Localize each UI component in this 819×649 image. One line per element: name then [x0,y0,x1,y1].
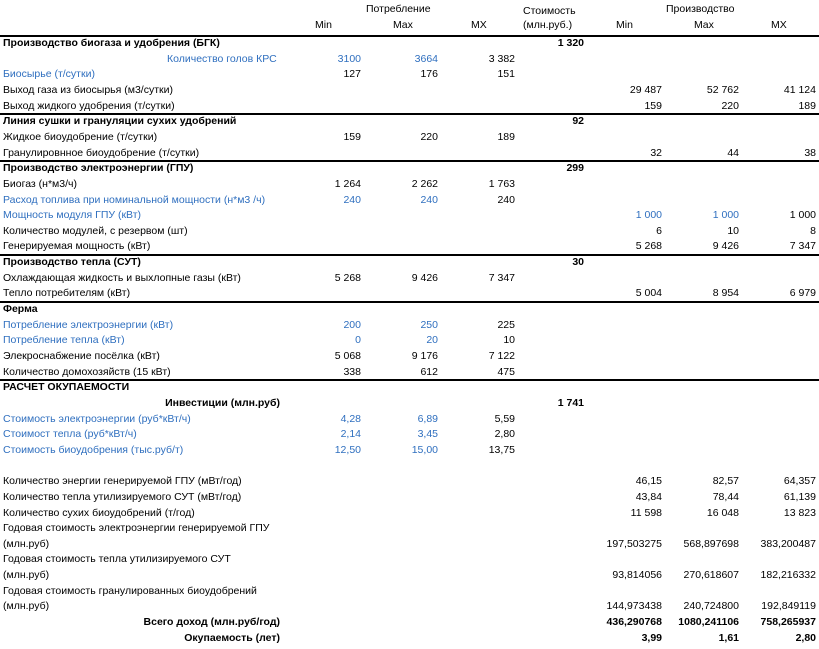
cell-consumption-min: 338 [343,365,361,378]
cell-consumption-min: 159 [343,130,361,143]
cell-production-max: 52 762 [706,83,739,96]
cell-production-min: 1 000 [635,209,662,222]
cell-production-mx: 61,139 [783,490,816,503]
cell-consumption-min: 0 [355,334,361,347]
cell-consumption-mx: 1 763 [488,177,515,190]
cell-consumption-mx: 225 [497,318,515,331]
cell-production-mx: 2,80 [795,631,816,644]
cell-cost: 30 [572,256,584,269]
cell-production-min: 159 [644,99,662,112]
table-row [0,615,819,631]
cell-consumption-max: 15,00 [411,443,438,456]
table-row [0,83,819,99]
row-label: Производство тепла (СУТ) [3,256,141,269]
row-label: Расход топлива при номинальной мощности (н*м3 /ч) [3,193,266,206]
row-label: Производство биогаза и удобрения (БГК) [3,37,220,49]
cell-consumption-max: 3,45 [417,428,438,441]
cell-consumption-min: 1 264 [334,177,361,190]
row-label: Производство электроэнергии (ГПУ) [3,162,194,175]
row-label: Гранулировнное биоудобрение (т/сутки) [3,146,200,159]
cell-production-max: 82,57 [712,475,739,488]
row-label: Ферма [3,303,38,316]
table-row [0,537,819,553]
cell-production-min: 32 [650,146,662,159]
cell-consumption-mx: 240 [497,193,515,206]
header-production-mx: MX [771,19,787,31]
table-row [0,584,819,600]
row-label: (млн.руб) [3,600,50,613]
row-label: Всего доход (млн.руб/год) [143,616,280,629]
cell-consumption-max: 240 [420,193,438,206]
row-label: Окупаемость (лет) [184,631,280,644]
row-label: Стоимост тепла (руб*кВт/ч) [3,428,137,441]
row-label: Жидкое биоудобрение (т/сутки) [3,130,158,143]
cell-production-mx: 7 347 [789,240,816,253]
cell-production-min: 436,290768 [606,616,662,629]
table-row [0,552,819,568]
table-row [0,365,819,381]
table-row [0,459,819,475]
row-label: Количество энергии генерируемой ГПУ (мВт/год) [3,475,242,488]
table-row [0,224,819,240]
table-row [0,52,819,68]
table-row [0,177,819,193]
row-label: Стоимость биоудобрения (тыс.руб/т) [3,443,184,456]
cell-production-min: 5 268 [635,240,662,253]
table-row [0,631,819,647]
cell-cost: 299 [566,162,584,175]
table-row [0,349,819,365]
cell-production-mx: 189 [798,99,816,112]
cell-production-max: 220 [721,99,739,112]
cell-consumption-max: 220 [420,130,438,143]
cell-production-max: 1,61 [718,631,739,644]
row-label: Выход газа из биосырья (м3/сутки) [3,83,173,96]
cell-production-min: 29 487 [629,83,662,96]
row-label: Годовая стоимость тепла утилизируемого СУТ [3,553,231,566]
cell-cost: 92 [572,115,584,128]
table-row [0,286,819,302]
cell-production-mx: 192,849119 [761,600,816,613]
row-label: Количество тепла утилизируемого СУТ (мВт/год) [3,490,242,503]
cell-production-max: 1080,241106 [678,616,739,629]
table-row [0,521,819,537]
section-header-row [0,161,819,177]
row-label: Выход жидкого удобрения (т/сутки) [3,99,175,112]
table-row [0,412,819,428]
row-label: Стоимость электроэнергии (руб*кВт/ч) [3,412,191,425]
cell-consumption-mx: 13,75 [488,443,515,456]
cell-consumption-mx: 5,59 [494,412,515,425]
cell-consumption-min: 5 268 [334,271,361,284]
row-label: Биосырье (т/сутки) [3,68,95,81]
cell-consumption-mx: 3 382 [488,52,515,65]
cell-production-mx: 6 979 [789,287,816,300]
header-production-max: Max [694,19,714,31]
cell-consumption-min: 5 068 [334,350,361,362]
row-label: Годовая стоимость электроэнергии генерируемой ГПУ [3,522,270,535]
cell-consumption-mx: 189 [497,130,515,143]
cell-cost: 1 320 [557,37,584,49]
table-row [0,193,819,209]
table-row [0,427,819,443]
table-row [0,99,819,115]
table-row [0,396,819,412]
cell-production-min: 3,99 [641,631,662,644]
section-header-row [0,36,819,52]
cell-consumption-max: 9 176 [411,350,438,362]
cell-consumption-min: 4,28 [340,412,361,425]
cell-production-mx: 182,216332 [760,569,816,582]
cell-consumption-min: 200 [343,318,361,331]
header-consumption-mx: MX [471,19,487,31]
cell-consumption-max: 612 [420,365,438,378]
row-label: Биогаз (н*м3/ч) [3,177,77,190]
cell-consumption-max: 9 426 [411,271,438,284]
cell-consumption-min: 3100 [337,52,361,65]
row-label: Инвестиции (млн.руб) [165,396,280,409]
row-label: Количество сухих биоудобрений (т/год) [3,506,195,519]
row-label: Количество голов КРС [167,52,277,65]
cell-consumption-min: 240 [343,193,361,206]
header-consumption: Потребление [366,3,431,15]
cell-production-mx: 8 [810,224,816,237]
cell-production-max: 270,618607 [683,569,739,582]
row-label: Генерируемая мощность (кВт) [3,240,151,253]
cell-cost: 1 741 [557,396,584,409]
row-label: Линия сушки и грануляции сухих удобрений [3,115,237,128]
table-row [0,130,819,146]
table-row [0,333,819,349]
cell-consumption-max: 6,89 [417,412,438,425]
cell-consumption-max: 3664 [414,52,438,65]
cell-production-min: 5 004 [635,287,662,300]
table-row [0,67,819,83]
table-row [0,146,819,162]
cell-production-max: 16 048 [706,506,739,519]
cell-production-min: 6 [656,224,662,237]
section-header-row [0,380,819,396]
table-row [0,599,819,615]
cell-production-max: 8 954 [712,287,739,300]
cell-production-max: 44 [727,146,739,159]
cell-consumption-min: 2,14 [340,428,361,441]
cell-consumption-min: 127 [343,68,361,81]
cell-production-mx: 758,265937 [760,616,816,629]
cell-consumption-mx: 475 [497,365,515,378]
cell-production-min: 46,15 [635,475,662,488]
cell-production-min: 144,973438 [606,600,662,613]
cell-production-min: 93,814056 [612,569,662,582]
cell-consumption-max: 176 [420,68,438,81]
cell-production-min: 197,503275 [606,537,662,550]
table-row [0,568,819,584]
cell-consumption-mx: 7 122 [488,350,515,362]
cell-production-min: 11 598 [630,506,662,519]
cell-production-max: 78,44 [712,490,739,503]
cell-production-mx: 383,200487 [760,537,816,550]
header-consumption-min: Min [315,19,332,31]
cell-production-min: 43,84 [635,490,662,503]
cell-production-max: 240,724800 [683,600,739,613]
cell-consumption-mx: 151 [497,68,515,81]
row-label: Мощность модуля ГПУ (кВт) [3,209,142,222]
row-label: Элекроснабжение посёлка (кВт) [3,350,160,362]
row-label: Количество домохозяйств (15 кВт) [3,365,171,378]
section-header-row [0,114,819,130]
row-label: Охлаждающая жидкость и выхлопные газы (кВт) [3,271,241,284]
cell-production-mx: 64,357 [783,475,816,488]
cell-consumption-max: 20 [426,334,438,347]
header-cost-unit: (млн.руб.) [523,19,573,31]
row-label: (млн.руб) [3,569,50,582]
table-row [0,318,819,334]
header-production-min: Min [616,19,633,31]
cell-production-max: 568,897698 [683,537,739,550]
row-label: Количество модулей, с резервом (шт) [3,224,188,237]
table-row [0,239,819,255]
row-label: (млн.руб) [3,537,50,550]
section-header-row [0,255,819,271]
cell-production-max: 9 426 [712,240,739,253]
row-label: Потребление тепла (кВт) [3,334,125,347]
row-label: Годовая стоимость гранулированных биоудобрений [3,584,257,597]
cell-production-mx: 41 124 [783,83,816,96]
table-row [0,474,819,490]
header-consumption-max: Max [393,19,413,31]
cell-consumption-min: 12,50 [334,443,361,456]
row-label: Потребление электроэнергии (кВт) [3,318,174,331]
row-label: РАСЧЕТ ОКУПАЕМОСТИ [3,381,130,394]
cell-production-max: 1 000 [712,209,739,222]
cell-consumption-mx: 2,80 [494,428,515,441]
header-production: Производство [666,3,735,15]
table-row [0,208,819,224]
row-label: Тепло потребителям (кВт) [3,287,131,300]
cell-production-mx: 13 823 [783,506,816,519]
cell-production-mx: 38 [804,146,816,159]
cell-consumption-max: 2 262 [411,177,438,190]
table-row [0,490,819,506]
table-row [0,271,819,287]
cell-consumption-mx: 7 347 [488,271,515,284]
cell-production-max: 10 [727,224,739,237]
header-cost: Стоимость [523,5,576,17]
section-header-row [0,302,819,318]
table-row [0,443,819,459]
cell-consumption-max: 250 [420,318,438,331]
cell-production-mx: 1 000 [789,209,816,222]
table-row [0,506,819,522]
cell-consumption-mx: 10 [503,334,515,347]
